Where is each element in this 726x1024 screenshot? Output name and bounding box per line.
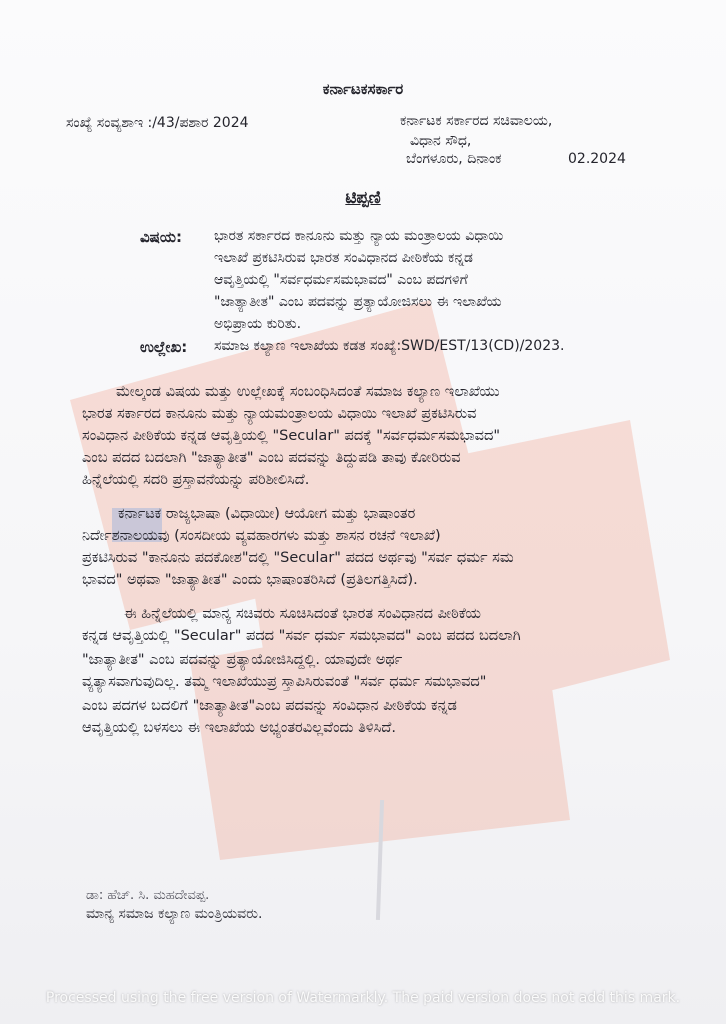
paragraph-line: ಭಾರತ ಸರ್ಕಾರದ ಕಾನೂನು ಮತ್ತು ನ್ಯಾಯಮಂತ್ರಾಲಯ ವಿಧಾಯಿ ಇಲಾಖೆ ಪ್ರಕಟಿಸಿರುವ <box>82 406 477 422</box>
note-title: ಟಿಪ್ಪಣಿ <box>345 188 381 208</box>
paragraph-line: ಪ್ರಕಟಿಸಿರುವ "ಕಾನೂನು ಪದಕೋಶ"ದಲ್ಲಿ "Secular" ಪದದ ಅರ್ಥವು "ಸರ್ವ ಧರ್ಮ ಸಮ <box>82 550 514 566</box>
subject-line: ಆವೃತ್ತಿಯಲ್ಲಿ "ಸರ್ವಧರ್ಮಸಮಭಾವದ" ಎಂಬ ಪದಗಳಿಗೆ <box>214 272 468 288</box>
subject-line: ಅಭಿಪ್ರಾಯ ಕುರಿತು. <box>214 316 302 332</box>
paragraph-line: "ಜಾತ್ಯಾತೀತ" ಎಂಬ ಪದವನ್ನು ಪ್ರತ್ಯಾಯೋಜಿಸಿದ್ದಲ್ಲಿ. ಯಾವುದೇ ಅರ್ಥ <box>82 652 403 668</box>
paragraph-line: ವ್ಯತ್ಯಾಸವಾಗುವುದಿಲ್ಲ. ತಮ್ಮ ಇಲಾಖೆಯುಪ್ರ ಸ್ತಾಪಿಸಿರುವಂತೆ "ಸರ್ವ ಧರ್ಮ ಸಮಭಾವದ" <box>82 674 487 690</box>
subject-line: ಇಲಾಖೆ ಪ್ರಕಟಿಸಿರುವ ಭಾರತ ಸಂವಿಧಾನದ ಪೀಠಿಕೆಯ ಕನ್ನಡ <box>214 250 473 266</box>
address-line: ಬೆಂಗಳೂರು, ದಿನಾಂಕ <box>406 151 502 167</box>
document-date: 02.2024 <box>568 151 626 167</box>
watermark-text: Processed using the free version of Watermarkly. The paid version does not add this mark. <box>45 990 681 1006</box>
paragraph-line: ಕರ್ನಾಟಕ ರಾಜ್ಯಭಾಷಾ (ವಿಧಾಯೀ) ಆಯೋಗ ಮತ್ತು ಭಾಷಾಂತರ <box>118 506 416 522</box>
government-title: ಕರ್ನಾಟಕಸರ್ಕಾರ <box>322 80 404 98</box>
paragraph-line: ಭಾವದ" ಅಥವಾ "ಜಾತ್ಯಾತೀತ" ಎಂದು ಭಾಷಾಂತರಿಸಿದೆ (ಪ್ರತಿಲಗತ್ತಿಸಿದೆ). <box>82 572 418 588</box>
paragraph-line: ಹಿನ್ನೆಲೆಯಲ್ಲಿ ಸದರಿ ಪ್ರಸ್ತಾವನೆಯನ್ನು ಪರಿಶೀಲಿಸಿದೆ. <box>82 472 310 488</box>
paragraph-line: ನಿರ್ದೇಶನಾಲಯವು (ಸಂಸದೀಯ ವ್ಯವಹಾರಗಳು ಮತ್ತು ಶಾಸನ ರಚನೆ ಇಲಾಖೆ) <box>82 528 441 544</box>
paragraph-line: ಎಂಬ ಪದಗಳ ಬದಲಿಗೆ "ಜಾತ್ಯಾತೀತ"ಎಂಬ ಪದವನ್ನು ಸಂವಿಧಾನ ಪೀಠಿಕೆಯ ಕನ್ನಡ <box>82 698 457 714</box>
reference-text: ಸಮಾಜ ಕಲ್ಯಾಣ ಇಲಾಖೆಯ ಕಡತ ಸಂಖ್ಯೆ:SWD/EST/13(CD)/2023. <box>214 338 565 354</box>
paragraph-line: ಈ ಹಿನ್ನೆಲೆಯಲ್ಲಿ ಮಾನ್ಯ ಸಚಿವರು ಸೂಚಿಸಿದಂತೆ ಭಾರತ ಸಂವಿಧಾನದ ಪೀಠಿಕೆಯ <box>124 606 481 622</box>
subject-label: ವಿಷಯ: <box>140 228 182 246</box>
reference-number: ಸಂಖ್ಯೆ ಸಂವ್ಯಶಾಇ :/43/ಪಶಾರ 2024 <box>66 115 249 131</box>
signatory-name: ಡಾ: ಹೆಚ್. ಸಿ. ಮಹದೇವಪ್ಪ. <box>86 888 210 903</box>
paragraph-line: ಮೇಲ್ಕಂಡ ವಿಷಯ ಮತ್ತು ಉಲ್ಲೇಖಕ್ಕೆ ಸಂಬಂಧಿಸಿದಂತೆ ಸಮಾಜ ಕಲ್ಯಾಣ ಇಲಾಖೆಯು <box>116 384 500 400</box>
reference-label: ಉಲ್ಲೇಖ: <box>140 338 188 356</box>
paragraph-line: ಕನ್ನಡ ಆವೃತ್ತಿಯಲ್ಲಿ "Secular" ಪದದ "ಸರ್ವ ಧರ್ಮ ಸಮಭಾವದ" ಎಂಬ ಪದದ ಬದಲಾಗಿ <box>82 628 521 644</box>
address-line: ವಿಧಾನ ಸೌಧ, <box>410 133 472 149</box>
address-line: ಕರ್ನಾಟಕ ಸರ್ಕಾರದ ಸಚಿವಾಲಯ, <box>400 113 553 129</box>
paragraph-line: ಎಂಬ ಪದದ ಬದಲಾಗಿ "ಜಾತ್ಯಾತೀತ" ಎಂಬ ಪದವನ್ನು ತಿದ್ದುಪಡಿ ತಾವು ಕೋರಿರುವ <box>82 450 461 466</box>
paragraph-line: ಆವೃತ್ತಿಯಲ್ಲಿ ಬಳಸಲು ಈ ಇಲಾಖೆಯ ಅಭ್ಯಂತರವಿಲ್ಲವೆಂದು ತಿಳಿಸಿದೆ. <box>82 720 396 736</box>
subject-line: "ಜಾತ್ಯಾತೀತ" ಎಂಬ ಪದವನ್ನು ಪ್ರತ್ಯಾಯೋಜಿಸಲು ಈ ಇಲಾಖೆಯ <box>214 294 502 310</box>
paragraph-line: ಸಂವಿಧಾನ ಪೀಠಿಕೆಯ ಕನ್ನಡ ಆವೃತ್ತಿಯಲ್ಲಿ "Secular" ಪದಕ್ಕೆ "ಸರ್ವಧರ್ಮಸಮಭಾವದ" <box>82 428 501 444</box>
signatory-title: ಮಾನ್ಯ ಸಮಾಜ ಕಲ್ಯಾಣ ಮಂತ್ರಿಯವರು. <box>86 906 263 922</box>
subject-line: ಭಾರತ ಸರ್ಕಾರದ ಕಾನೂನು ಮತ್ತು ನ್ಯಾಯ ಮಂತ್ರಾಲಯ ವಿಧಾಯಿ <box>214 228 504 244</box>
